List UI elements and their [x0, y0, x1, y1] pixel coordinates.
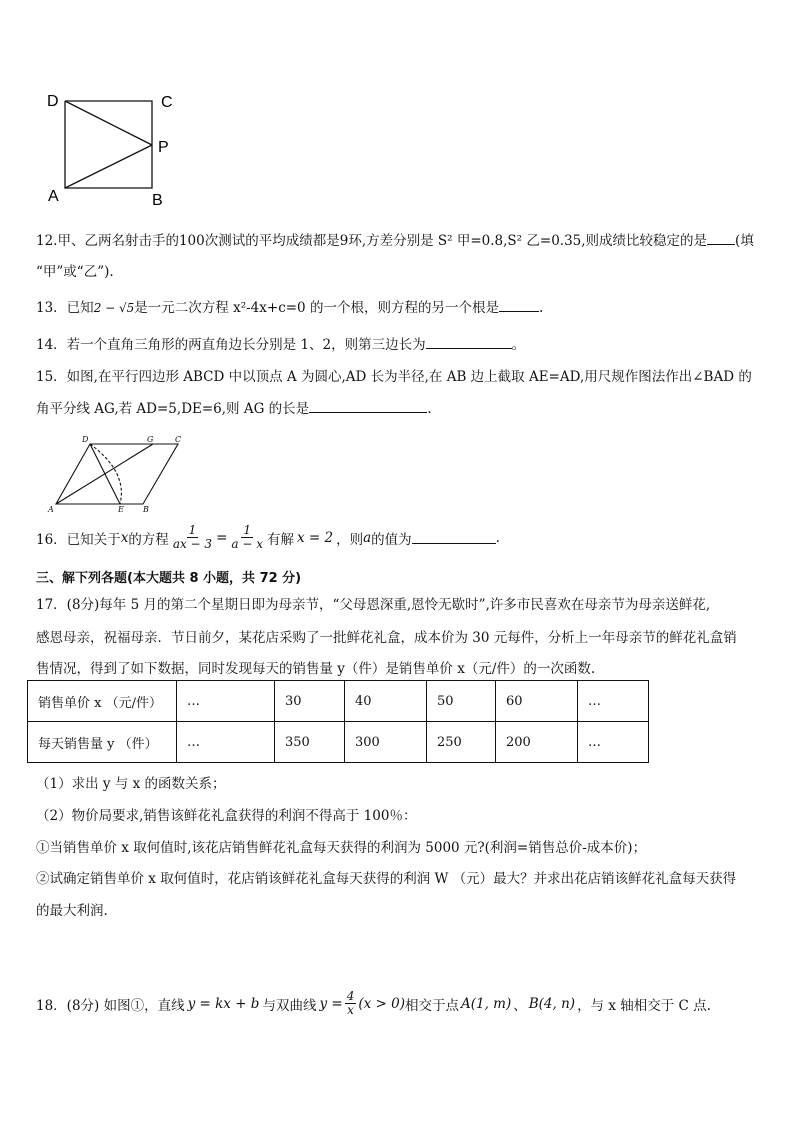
q18-tail: ，与 x 轴相交于 C 点.: [577, 997, 711, 1014]
label-e: E: [118, 505, 124, 514]
label-c2: C: [175, 435, 182, 444]
q12-text-c: “甲”或“乙”).: [36, 264, 114, 280]
q15-line1: 15．如图,在平行四边形 ABCD 中以顶点 A 为圆心,AD 长为半径,在 AB 边上截取 AE=AD,用尺规作图法作出∠BAD 的: [36, 369, 752, 385]
q13-end: .: [538, 300, 544, 316]
question-13: [36, 296, 543, 316]
table-cell: …: [177, 722, 275, 763]
section-3-title: [36, 567, 301, 586]
q18-prefix: 18．(8分) 如图①，直线: [36, 997, 185, 1014]
q18-hyp-num: 4: [346, 989, 355, 1003]
label-g: G: [147, 435, 154, 444]
q16-fraction-2: [229, 524, 265, 551]
q16-eq: =: [216, 529, 228, 546]
q12-text: 12.甲、乙两名射击手的100次测试的平均成绩都是9环,方差分别是 S² 甲=0.8,S² 乙=0.35,则成绩比较稳定的是: [36, 233, 708, 249]
q16-end: .: [495, 529, 500, 546]
table-cell: 销售单价 x （元/件）: [28, 681, 177, 722]
q16-fraction-1: [171, 524, 214, 551]
q17-sub2-1-text: ①当销售单价 x 取何值时,该花店销售鲜花礼盒每天获得的利润为 5000 元?(利润=销售总价-成本价)；: [36, 840, 647, 856]
q14-text: 14．若一个直角三角形的两直角边长分别是 1、2，则第三边长为: [36, 337, 426, 353]
question-18: [36, 990, 711, 1017]
table-cell: 30: [275, 681, 345, 722]
q17-line2: 感恩母亲，祝福母亲．节日前夕，某花店采购了一批鲜花礼盒，成本价为 30 元每件，分析上一年母亲节的鲜花礼盒销: [36, 630, 737, 646]
q17-sub-2: [36, 804, 416, 824]
table-row: [28, 681, 649, 722]
q13-prefix: 13．已知: [36, 300, 94, 316]
q16-var-x: x: [120, 529, 129, 546]
label-d: D: [47, 93, 59, 110]
q17-sub2-text: （2）物价局要求,销售该鲜花礼盒获得的利润不得高于 100％：: [36, 808, 417, 824]
question-17-line2: [36, 626, 737, 646]
square-figure: [40, 85, 190, 210]
question-17-line3: [36, 657, 595, 677]
label-a2: A: [48, 505, 54, 514]
q12-answer-blank[interactable]: [707, 232, 735, 245]
q16-solution: x = 2: [296, 529, 334, 546]
q13-text: 是一元二次方程 x²-4x+c=0 的一个根，则方程的另一个根是: [134, 300, 499, 316]
question-12-line1: [36, 229, 754, 249]
q16-frac1-num: 1: [188, 523, 197, 537]
q16-frac1-den: ax − 3: [172, 537, 213, 551]
q16-tail: 的值为: [371, 531, 412, 548]
q16-then: ，则: [336, 531, 364, 548]
table-cell: 每天销售量 y （件）: [28, 722, 177, 763]
q17-line1: 17．(8分)每年 5 月的第二个星期日即为母亲节，“父母恩深重,恩怜无歇时”,许多市民喜欢在母亲节为母亲送鲜花,: [36, 597, 711, 613]
q18-point-a: A(1, m): [460, 995, 512, 1012]
q17-sub-2-2b: [36, 899, 108, 919]
question-14: [36, 333, 525, 353]
segment-dp: [65, 101, 152, 145]
segment-ap: [65, 145, 152, 188]
table-row: [28, 722, 649, 763]
table-cell: 40: [345, 681, 427, 722]
sales-table: [27, 680, 649, 763]
table-cell: …: [177, 681, 275, 722]
q18-line-equation: y = kx + b: [187, 995, 260, 1012]
q18-condition: (x > 0): [358, 995, 405, 1012]
q18-hyp-lhs: y =: [319, 995, 343, 1012]
q17-sub-2-2a: [36, 867, 736, 887]
table-cell: 200: [496, 722, 578, 763]
table-cell: 50: [427, 681, 496, 722]
question-12-line2: [36, 260, 114, 280]
table-cell: …: [578, 681, 649, 722]
q12-text-b: (填: [735, 233, 754, 249]
question-16: [36, 524, 500, 551]
q17-sub-1: [36, 772, 226, 792]
q14-answer-blank[interactable]: [426, 336, 512, 349]
q18-hyp-fraction: [345, 990, 357, 1017]
table-cell: 60: [496, 681, 578, 722]
q17-sub1-text: （1）求出 y 与 x 的函数关系；: [36, 776, 226, 792]
table-cell: 250: [427, 722, 496, 763]
label-p: P: [158, 139, 169, 156]
label-b: B: [152, 192, 163, 209]
question-17-line1: [36, 593, 710, 613]
q16-frac2-den: a − x: [231, 537, 263, 551]
q18-mid2: 相交于点: [404, 997, 459, 1014]
question-15-line1: [36, 365, 752, 385]
q17-sub-2-1: [36, 836, 646, 856]
q17-line3: 售情况，得到了如下数据，同时发现每天的销售量 y（件）是销售单价 x（元/件）的一次函数.: [36, 661, 596, 677]
q15-answer-blank[interactable]: [309, 400, 427, 413]
q16-prefix: 16．已知关于: [36, 531, 121, 548]
q17-sub2-2a-text: ②试确定销售单价 x 取何值时，花店销该鲜花礼盒每天获得的利润 W （元）最大？并求出花店销该鲜花礼盒每天获得: [36, 871, 737, 887]
q13-root: 2 − √5: [93, 301, 135, 315]
square-outline: [65, 101, 152, 188]
q18-mid: 与双曲线: [262, 997, 317, 1014]
table-cell: 300: [345, 722, 427, 763]
question-15-line2: [36, 397, 431, 417]
q16-has-sol: 有解: [266, 531, 294, 548]
label-c: C: [161, 94, 173, 111]
q16-frac2-num: 1: [243, 523, 251, 537]
q14-end: 。: [511, 337, 526, 353]
q18-point-b: B(4, n): [528, 995, 576, 1012]
parallelogram-figure: [38, 432, 198, 514]
section-3-title-text: 三、解下列各题(本大题共 8 小题，共 72 分): [36, 571, 302, 586]
q16-answer-blank[interactable]: [412, 531, 496, 544]
q15-line2: 角平分线 AG,若 AD=5,DE=6,则 AG 的长是: [36, 401, 310, 417]
label-d2: D: [82, 435, 89, 444]
q15-end: .: [427, 401, 432, 417]
label-a: A: [48, 188, 59, 205]
table-cell: …: [578, 722, 649, 763]
q17-sub2-2b-text: 的最大利润.: [36, 903, 108, 919]
q13-answer-blank[interactable]: [499, 299, 539, 312]
q18-sep: 、: [513, 997, 527, 1014]
label-b2: B: [143, 505, 149, 514]
table-cell: 350: [275, 722, 345, 763]
q16-var-a: a: [363, 529, 372, 546]
q18-hyp-den: x: [347, 1003, 354, 1017]
segment-de: [90, 444, 120, 504]
q16-mid: 的方程: [128, 531, 169, 548]
